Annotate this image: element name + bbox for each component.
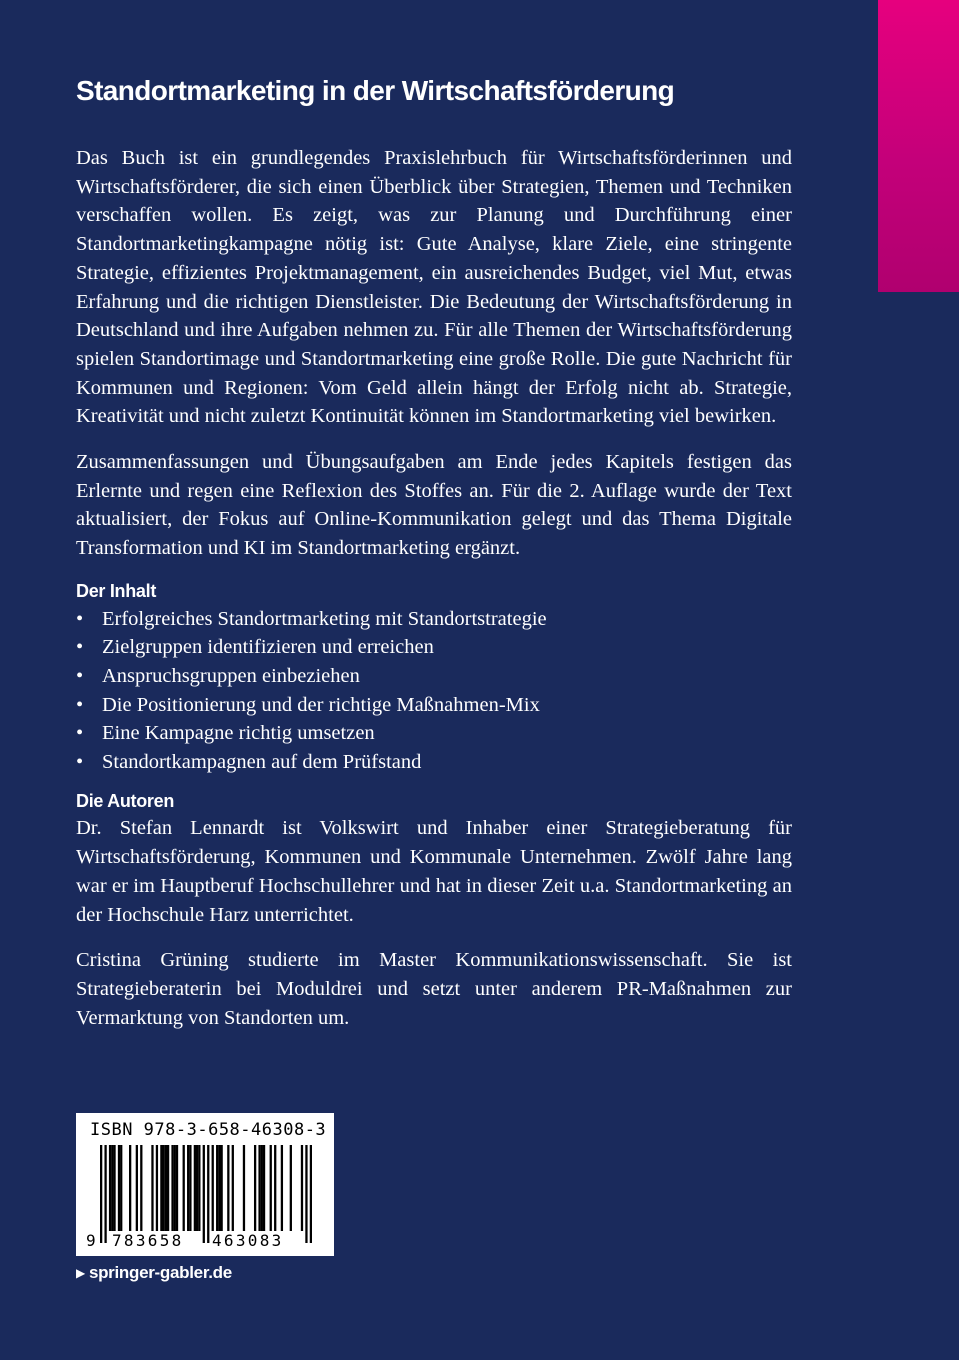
barcode-bar — [254, 1145, 256, 1231]
barcode-bar — [160, 1145, 162, 1231]
barcode-bar — [183, 1145, 185, 1231]
barcode-bar — [111, 1145, 113, 1231]
barcode-bar — [212, 1145, 214, 1231]
barcode-bar — [129, 1145, 131, 1231]
barcode-bars — [100, 1145, 312, 1243]
autor-paragraph-2: Cristina Grüning studierte im Master Kommunikationswissenschaft. Sie ist Strategieberaterin bei Moduldrei und setzt unter anderem PR-Maßnahmen zur Vermarktung von Standorten um. — [76, 949, 792, 1029]
list-item: • Eine Kampagne richtig umsetzen — [76, 719, 792, 748]
barcode-bar — [263, 1145, 265, 1231]
barcode-bar — [165, 1145, 167, 1231]
barcode-bar — [232, 1145, 234, 1231]
ean-digits — [86, 1231, 322, 1250]
play-arrow-icon: ▶ — [76, 1266, 85, 1280]
list-item: • Erfolgreiches Standortmarketing mit Standortstrategie — [76, 605, 792, 634]
description-paragraph-1: Das Buch ist ein grundlegendes Praxislehrbuch für Wirtschaftsförderinnen und Wirtschaftsförderer, die sich einen Überblick über Strategien, Themen und Techniken verschaffen wollen. Es zeigt, was zur Planung und Durchführung einer Standortmarketingkampagne nötig ist: Gute Analyse, klare Ziele, eine stringente Strategie, effizientes Projektmanagement, ein ausreichendes Budget, viel Mut, etwas Erfahrung und die richtigen Dienstleister. Die Bedeutung der Wirtschaftsförderung in Deutschland und ihre Aufgaben nehmen zu. Für alle Themen der Wirtschaftsförderung spielen Standortimage und Standortmarketing eine große Rolle. Die gute Nachricht für Kommunen und Regionen: Vom Geld allein hängt der Erfolg nicht ab. Strategie, Kreativität und nicht zuletzt Kontinuität können im Standortmarketing viel bewirken. — [76, 147, 792, 428]
publisher-website[interactable] — [76, 1262, 232, 1284]
list-item: • Zielgruppen identifizieren und erreichen — [76, 633, 792, 662]
barcode-bar — [261, 1145, 263, 1231]
barcode-bar — [156, 1145, 158, 1231]
barcode-bar — [136, 1145, 138, 1231]
barcode-bar — [174, 1145, 176, 1231]
barcode-bar — [118, 1145, 120, 1231]
isbn-barcode — [76, 1113, 334, 1256]
barcode-bar — [162, 1145, 164, 1231]
barcode-bar — [140, 1145, 142, 1231]
barcode-bar — [167, 1145, 169, 1231]
barcode-bar — [221, 1145, 223, 1231]
barcode-bar — [243, 1145, 245, 1231]
barcode-bar — [305, 1145, 307, 1243]
inhalt-list — [76, 605, 792, 777]
inhalt-heading: Der Inhalt — [76, 580, 157, 601]
barcode-bar — [310, 1145, 312, 1243]
list-item: • Anspruchsgruppen einbeziehen — [76, 662, 792, 691]
ean-right-group: 463083 — [212, 1231, 284, 1250]
ean-first-digit: 9 — [86, 1231, 96, 1250]
barcode-bar — [290, 1145, 292, 1231]
barcode-bar — [113, 1145, 115, 1231]
barcode-bar — [274, 1145, 276, 1231]
barcode-bar — [301, 1145, 303, 1231]
ean-left-group: 783658 — [112, 1231, 184, 1250]
barcode-bar — [227, 1145, 229, 1231]
barcode-bar — [207, 1145, 209, 1243]
barcode-bar — [258, 1145, 260, 1231]
barcode-bar — [281, 1145, 283, 1231]
barcode-bar — [100, 1145, 102, 1243]
barcode-bar — [151, 1145, 153, 1231]
isbn-label: ISBN 978-3-658-46308-3 — [90, 1120, 327, 1140]
book-title: Standortmarketing in der Wirtschaftsförderung — [76, 75, 675, 106]
barcode-bar — [196, 1145, 198, 1231]
list-item: • Standortkampagnen auf dem Prüfstand — [76, 748, 792, 777]
barcode-bar — [171, 1145, 173, 1231]
back-cover-content — [76, 72, 792, 1049]
barcode-bar — [189, 1145, 191, 1231]
barcode-bar — [270, 1145, 272, 1231]
barcode-bar — [203, 1145, 205, 1243]
barcode-bar — [187, 1145, 189, 1231]
barcode-bar — [176, 1145, 178, 1231]
description-paragraph-2: Zusammenfassungen und Übungsaufgaben am Ende jedes Kapitels festigen das Erlernte und regen eine Reflexion des Stoffes an. Für die 2. Auflage wurde der Text aktualisiert, der Fokus auf Online-Kommunikation gelegt und das Thema Digitale Transformation und KI im Standortmarketing ergänzt. — [76, 451, 792, 560]
autor-paragraph-1: Dr. Stefan Lennardt ist Volkswirt und Inhaber einer Strategieberatung für Wirtschaftsförderung, Kommunen und Kommunale Unternehmen. Zwölf Jahre lang war er im Hauptberuf Hochschullehrer und hat in dieser Zeit u.a. Standortmarketing an der Hochschule Harz unterrichtet. — [76, 817, 792, 926]
barcode-bar — [216, 1145, 218, 1231]
barcode-bar — [194, 1145, 196, 1231]
barcode-bar — [104, 1145, 106, 1243]
magenta-accent-tab — [878, 0, 959, 292]
barcode-bar — [218, 1145, 220, 1231]
autoren-heading: Die Autoren — [76, 791, 175, 812]
barcode-bar — [120, 1145, 122, 1231]
website-label: springer-gabler.de — [88, 1263, 232, 1282]
barcode-bar — [198, 1145, 200, 1231]
barcode-bar — [109, 1145, 111, 1231]
list-item: • Die Positionierung und der richtige Maßnahmen-Mix — [76, 691, 792, 720]
